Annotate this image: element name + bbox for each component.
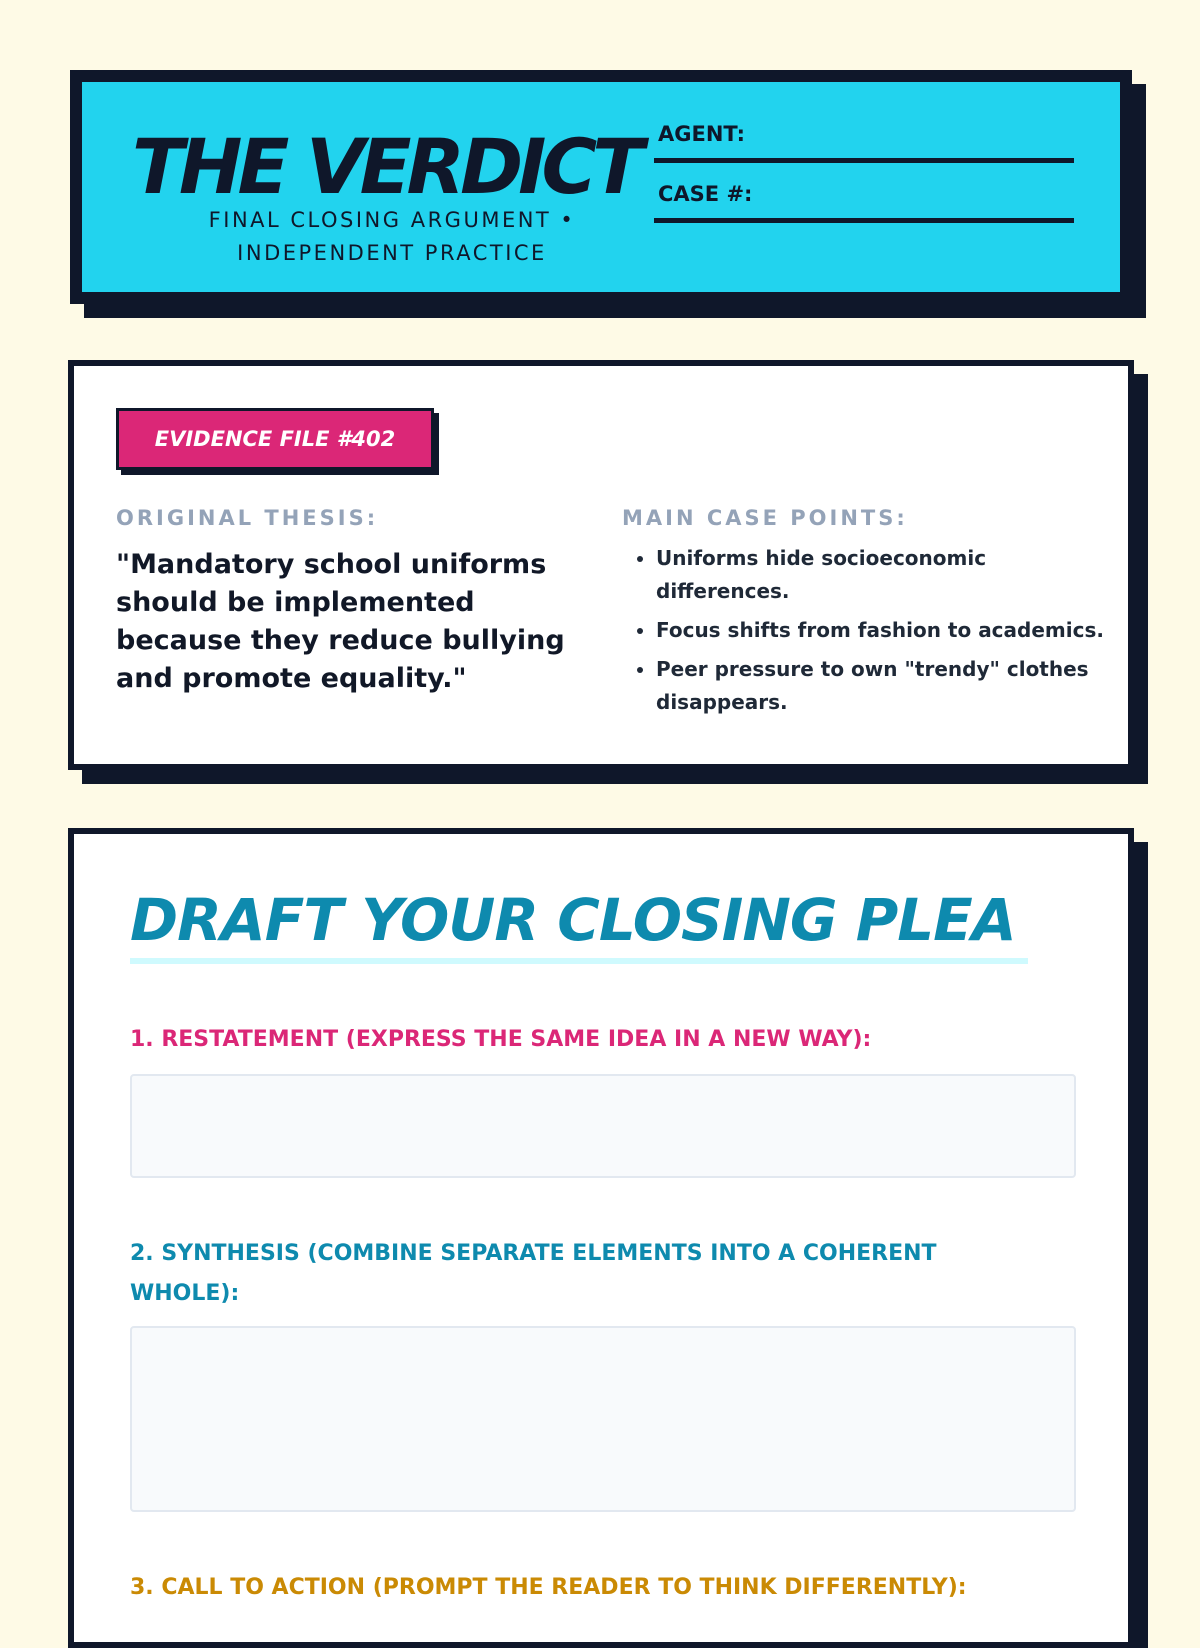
header-card	[70, 70, 1132, 304]
case-point: • Peer pressure to own "trendy" clothes disappears.	[656, 653, 1126, 719]
thesis-label: ORIGINAL THESIS:	[116, 506, 379, 530]
case-field[interactable]	[654, 218, 1074, 223]
points-label: MAIN CASE POINTS:	[622, 506, 908, 530]
draft-card	[68, 828, 1134, 1648]
case-point: • Focus shifts from fashion to academics.	[656, 614, 1126, 647]
thesis-text: "Mandatory school uniforms should be implemented because they reduce bullying and promote equality."	[116, 549, 565, 694]
draft-title: DRAFT YOUR CLOSING PLEA	[130, 886, 1016, 954]
case-points-list	[622, 542, 1126, 725]
evidence-card	[68, 360, 1134, 770]
title-underline	[130, 958, 1028, 964]
restatement-input[interactable]	[130, 1074, 1076, 1178]
case-label: CASE #:	[658, 182, 753, 206]
agent-label: AGENT:	[658, 122, 745, 146]
case-point: • Uniforms hide socioeconomic differences.	[656, 542, 1126, 608]
page-subtitle: FINAL CLOSING ARGUMENT • INDEPENDENT PRACTICE	[208, 208, 576, 265]
call-to-action-prompt: 3. CALL TO ACTION (PROMPT THE READER TO THINK DIFFERENTLY):	[130, 1575, 967, 1600]
synthesis-prompt: 2. SYNTHESIS (COMBINE SEPARATE ELEMENTS INTO A COHERENT WHOLE):	[130, 1241, 937, 1306]
evidence-badge: EVIDENCE FILE #402	[116, 408, 434, 470]
agent-field[interactable]	[654, 158, 1074, 163]
page-title: THE VERDICT	[132, 122, 640, 211]
restatement-prompt: 1. RESTATEMENT (EXPRESS THE SAME IDEA IN A NEW WAY):	[130, 1027, 872, 1052]
synthesis-input[interactable]	[130, 1326, 1076, 1512]
